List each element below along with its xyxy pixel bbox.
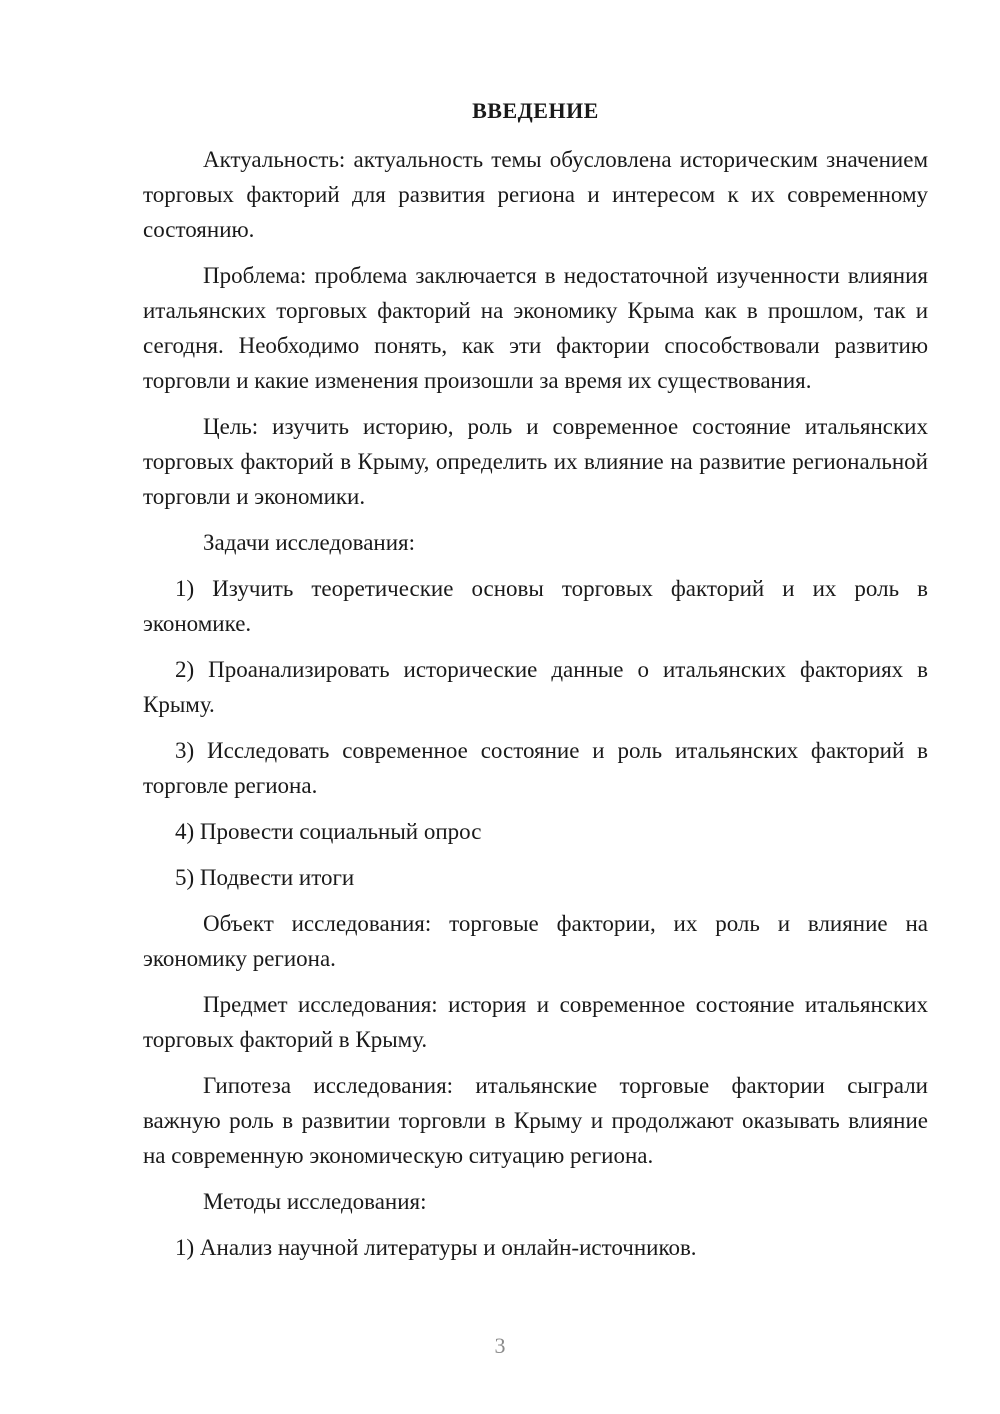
- method-item-1: 1) Анализ научной литературы и онлайн-источников.: [175, 1235, 697, 1260]
- tasks-label: Задачи исследования:: [203, 530, 416, 555]
- subject-paragraph: Предмет исследования: история и современное состояние итальянских торговых факторий в Крыму.: [143, 992, 928, 1052]
- task-item-3: 3) Исследовать современное состояние и роль итальянских факторий в торговле региона.: [143, 738, 928, 798]
- page-title: ВВЕДЕНИЕ: [472, 98, 599, 123]
- document-body: [143, 96, 928, 1276]
- task-item-5: 5) Подвести итоги: [175, 865, 355, 890]
- problem-paragraph: Проблема: проблема заключается в недостаточной изученности влияния итальянских торговых факторий на экономику Крыма как в прошлом, так и сегодня. Необходимо понять, как эти фактории способствовали развитию торговли и какие изменения произошли за время их существования.: [143, 263, 928, 393]
- task-item-2: 2) Проанализировать исторические данные о итальянских факториях в Крыму.: [143, 657, 928, 717]
- relevance-paragraph: Актуальность: актуальность темы обусловлена историческим значением торговых факторий для развития региона и интересом к их современному состоянию.: [143, 147, 928, 242]
- methods-label: Методы исследования:: [203, 1189, 427, 1214]
- goal-paragraph: Цель: изучить историю, роль и современное состояние итальянских торговых факторий в Крыму, определить их влияние на развитие региональной торговли и экономики.: [143, 414, 928, 509]
- object-paragraph: Объект исследования: торговые фактории, их роль и влияние на экономику региона.: [143, 911, 928, 971]
- hypothesis-paragraph: Гипотеза исследования: итальянские торговые фактории сыграли важную роль в развитии торговли в Крыму и продолжают оказывать влияние на современную экономическую ситуацию региона.: [143, 1073, 928, 1168]
- page-number: 3: [494, 1333, 506, 1358]
- task-item-1: 1) Изучить теоретические основы торговых факторий и их роль в экономике.: [143, 576, 928, 636]
- task-item-4: 4) Провести социальный опрос: [175, 819, 482, 844]
